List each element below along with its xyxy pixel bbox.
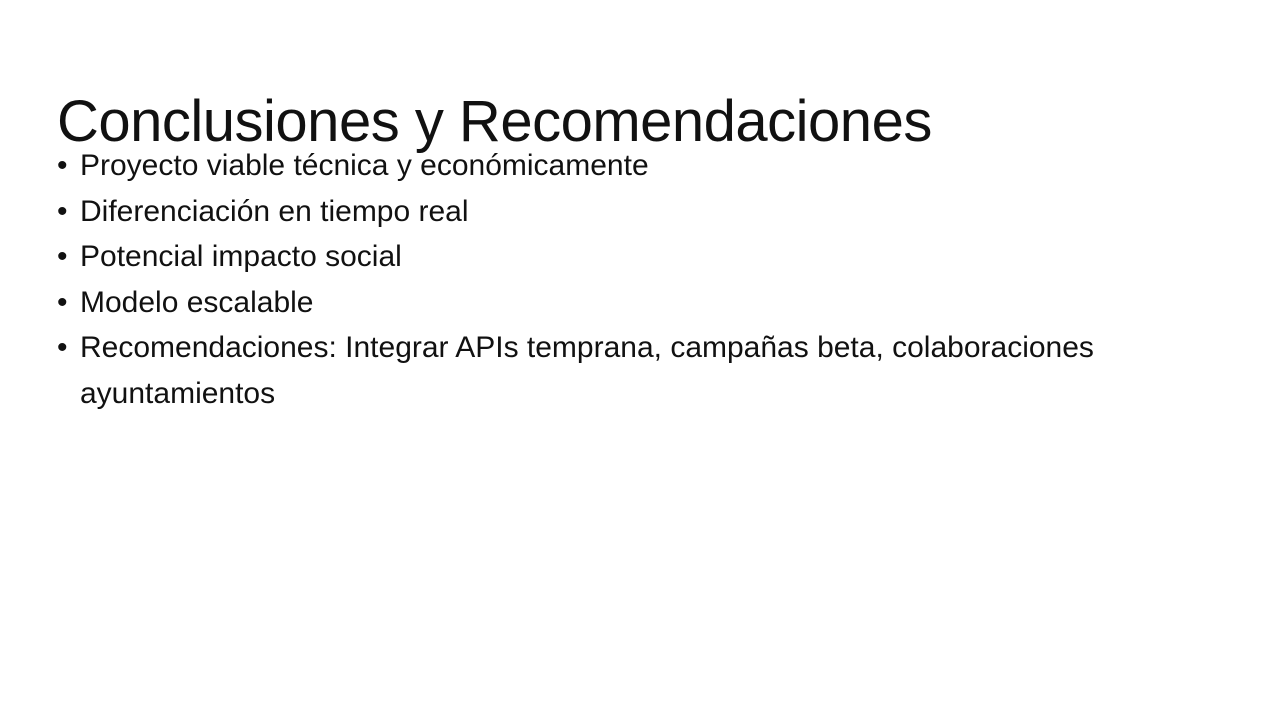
bullet-icon: •	[57, 149, 68, 182]
list-item	[57, 234, 1137, 280]
list-item	[57, 325, 1137, 416]
bullet-icon: •	[57, 240, 68, 274]
list-item	[57, 143, 1137, 189]
list-item-text: Diferenciación en tiempo real	[80, 194, 469, 228]
bullet-icon: •	[57, 331, 68, 365]
page-title: Conclusiones y Recomendaciones	[57, 88, 932, 154]
list-item-text: Recomendaciones: Integrar APIs temprana, campañas beta, colaboraciones ayuntamientos	[80, 331, 1094, 410]
list-item-text: Proyecto viable técnica y económicamente	[80, 149, 649, 182]
list-item-text: Potencial impacto social	[80, 240, 402, 274]
bullet-list	[57, 143, 1137, 417]
bullet-icon: •	[57, 285, 68, 319]
list-item	[57, 189, 1137, 235]
list-item-text: Modelo escalable	[80, 285, 314, 319]
bullet-icon: •	[57, 194, 68, 228]
list-item	[57, 280, 1137, 326]
